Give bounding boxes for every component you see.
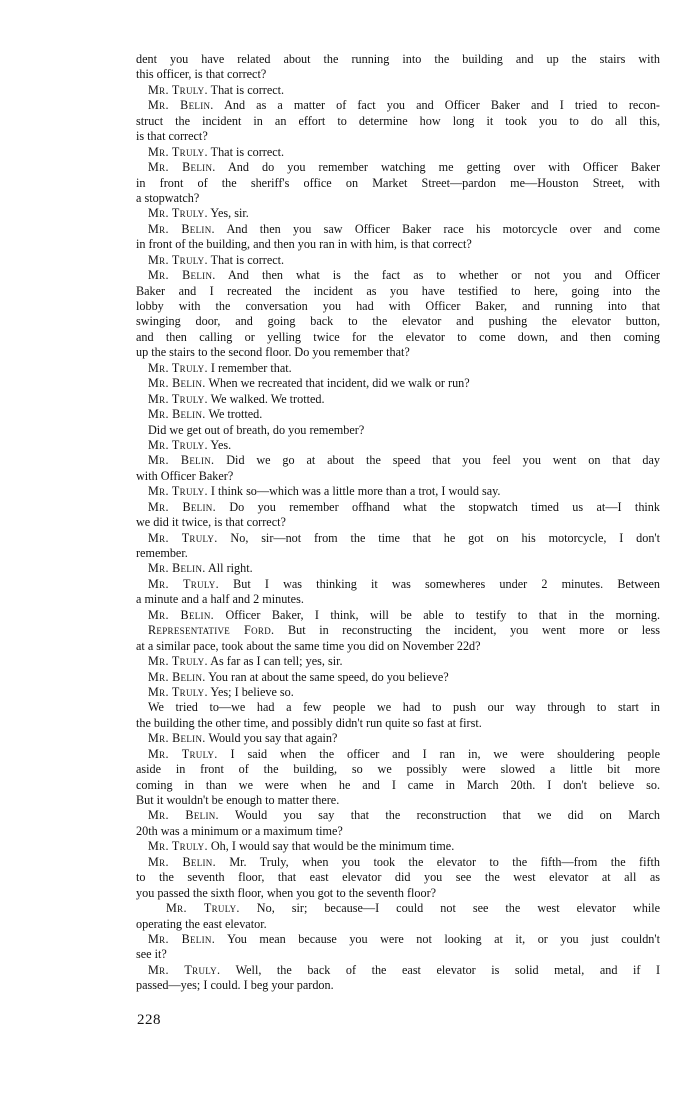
speaker-label: Mr. Belin. (148, 931, 216, 946)
line-text: Baker and I recreated the incident as you have testified to here, going into the (136, 283, 660, 298)
text-line (136, 592, 660, 607)
text-line (136, 299, 660, 314)
line-text: Yes, sir. (210, 206, 249, 221)
speaker-label: Mr. Belin. (148, 561, 206, 576)
text-line (136, 98, 660, 113)
text-line (136, 222, 660, 237)
speaker-label: Mr. Truly. (148, 391, 208, 406)
text-line (136, 253, 660, 268)
text-line (136, 407, 660, 422)
text-line (136, 870, 660, 885)
line-text: and then calling or yelling twice for the elevator to come down, and then coming (136, 329, 660, 344)
line-text: You ran at about the same speed, do you believe? (208, 669, 449, 684)
speaker-label: Mr. Truly. (148, 484, 208, 499)
line-text: is that correct? (136, 129, 208, 144)
line-text: We trotted. (208, 407, 263, 422)
line-text: I said when the officer and I ran in, we were shouldering people (230, 746, 660, 761)
line-text: But in reconstructing the incident, you went more or less (287, 623, 660, 638)
text-line (136, 268, 660, 283)
line-text: That is correct. (210, 144, 285, 159)
text-line (136, 453, 660, 468)
testimony-text (136, 52, 660, 994)
speaker-label: Mr. Truly. (148, 962, 221, 977)
text-line (136, 191, 660, 206)
speaker-label: Mr. Truly. (148, 746, 218, 761)
text-line (136, 824, 660, 839)
text-line (136, 361, 660, 376)
line-text: But it wouldn't be enough to matter there. (136, 793, 340, 807)
text-line (136, 947, 660, 962)
line-text: You mean because you were not looking at it, or you just couldn't (227, 931, 660, 946)
text-line (136, 67, 660, 82)
text-line (136, 793, 660, 808)
speaker-label: Mr. Truly. (148, 839, 208, 854)
line-text: Well, the back of the east elevator is solid metal, and if I (235, 962, 660, 977)
text-line (136, 608, 660, 623)
text-line (136, 330, 660, 345)
line-text: And then what is the fact as to whether or not you and Officer (227, 268, 660, 283)
text-line (136, 577, 660, 592)
text-line (136, 145, 660, 160)
line-text: No, sir; because—I could not see the west elevator while (256, 901, 660, 916)
line-text: And do you remember watching me getting over with Officer Baker (227, 160, 660, 175)
line-text: with Officer Baker? (136, 468, 234, 483)
line-text: struct the incident in an effort to determine how long it took you to do all this, (136, 113, 660, 128)
text-line (136, 52, 660, 67)
speaker-label: Mr. Belin. (148, 98, 214, 113)
text-line (136, 160, 660, 175)
speaker-label: Mr. Belin. (148, 669, 206, 684)
speaker-label: Mr. Truly. (148, 576, 219, 591)
line-text: a stopwatch? (136, 190, 200, 205)
text-line (136, 685, 660, 700)
speaker-label: Mr. Belin. (148, 808, 219, 823)
text-line (136, 778, 660, 793)
line-text: When we recreated that incident, did we walk or run? (208, 376, 470, 391)
text-line (136, 392, 660, 407)
line-text: we did it twice, is that correct? (136, 515, 286, 530)
line-text: We walked. We trotted. (210, 391, 325, 406)
speaker-label: Mr. Belin. (148, 731, 206, 746)
speaker-label: Mr. Belin. (148, 453, 215, 468)
line-text: in front of the sheriff's office on Market Street—pardon me—Houston Street, with (136, 175, 660, 190)
speaker-label: Representative Ford. (148, 623, 275, 638)
speaker-label: Mr. Truly. (148, 360, 208, 375)
text-line (136, 83, 660, 98)
line-text: Oh, I would say that would be the minimum time. (210, 839, 455, 854)
line-text: Would you say that again? (208, 731, 338, 746)
text-line (136, 808, 660, 823)
text-line (136, 515, 660, 530)
line-text: see it? (136, 947, 167, 962)
line-text: But I was thinking it was somewheres under 2 minutes. Between (233, 576, 660, 591)
text-line (136, 129, 660, 144)
line-text: That is correct. (210, 82, 285, 97)
speaker-label: Mr. Truly. (148, 206, 208, 221)
speaker-label: Mr. Belin. (148, 221, 215, 236)
line-text: I remember that. (210, 360, 292, 375)
line-text: to the seventh floor, that east elevator did you see the west elevator at all as (136, 870, 660, 885)
speaker-label: Mr. Belin. (148, 160, 216, 175)
speaker-label: Mr. Belin. (148, 407, 206, 422)
text-line (136, 978, 660, 993)
text-line (136, 423, 660, 438)
line-text: coming in than we were when he and I came in March 20th. I don't believe so. (136, 777, 660, 792)
line-text: And as a matter of fact you and Officer Baker and I tried to recon- (224, 98, 660, 113)
line-text: you passed the sixth floor, when you got to the seventh floor? (136, 885, 437, 900)
line-text: I think so—which was a little more than a trot, I would say. (210, 484, 501, 499)
text-line (136, 114, 660, 129)
line-text: this officer, is that correct? (136, 67, 267, 82)
line-text: a minute and a half and 2 minutes. (136, 592, 304, 607)
text-line (136, 963, 660, 978)
line-text: at a similar pace, took about the same time you did on November 22d? (136, 638, 481, 653)
speaker-label: Mr. Truly. (148, 654, 208, 669)
text-line (136, 237, 660, 252)
line-text: As far as I can tell; yes, sir. (210, 654, 343, 669)
line-text: Do you remember offhand what the stopwatch timed us at—I think (229, 499, 660, 514)
line-text: Mr. Truly, when you took the elevator to the fifth—from the fifth (229, 854, 660, 869)
text-line (136, 469, 660, 484)
speaker-label: Mr. Belin. (148, 499, 216, 514)
line-text: No, sir—not from the time that he got on his motorcycle, I don't (230, 530, 660, 545)
speaker-label: Mr. Truly. (166, 901, 240, 916)
page-number: 228 (137, 1012, 161, 1028)
speaker-label: Mr. Truly. (148, 82, 208, 97)
text-line (136, 901, 660, 916)
text-line (136, 639, 660, 654)
line-text: operating the east elevator. (136, 916, 267, 931)
text-line (136, 747, 660, 762)
line-text: Yes; I believe so. (210, 684, 294, 699)
line-text: And then you saw Officer Baker race his motorcycle over and come (226, 221, 660, 236)
line-text: lobby with the conversation you had with Officer Baker, and running into that (136, 299, 660, 313)
text-line (136, 731, 660, 746)
speaker-label: Mr. Belin. (148, 376, 206, 391)
text-line (136, 855, 660, 870)
line-text: dent you have related about the running into the building and up the stairs with (136, 52, 660, 66)
text-line (136, 561, 660, 576)
speaker-label: Mr. Belin. (148, 607, 214, 622)
line-text: Did we get out of breath, do you remember? (148, 422, 365, 437)
text-line (136, 886, 660, 901)
text-line (136, 345, 660, 360)
speaker-label: Mr. Belin. (148, 854, 216, 869)
line-text: Would you say that the reconstruction that we did on March (235, 808, 660, 823)
text-line (136, 700, 660, 715)
speaker-label: Mr. Truly. (148, 144, 208, 159)
speaker-label: Mr. Truly. (148, 252, 208, 267)
line-text: aside in front of the building, so we possibly were slowed a little bit more (136, 762, 660, 777)
line-text: All right. (207, 561, 253, 576)
line-text: 20th was a minimum or a maximum time? (136, 823, 343, 838)
line-text: swinging door, and going back to the elevator and pushing the elevator button, (136, 314, 660, 329)
text-line (136, 531, 660, 546)
speaker-label: Mr. Belin. (148, 268, 216, 283)
text-line (136, 484, 660, 499)
line-text: Officer Baker, I think, will be able to testify to that in the morning. (225, 607, 660, 622)
line-text: passed—yes; I could. I beg your pardon. (136, 978, 334, 993)
text-line (136, 314, 660, 329)
text-line (136, 932, 660, 947)
text-line (136, 762, 660, 777)
line-text: remember. (136, 546, 188, 560)
speaker-label: Mr. Truly. (148, 530, 218, 545)
text-line (136, 176, 660, 191)
speaker-label: Mr. Truly. (148, 437, 208, 452)
text-line (136, 546, 660, 561)
speaker-label: Mr. Truly. (148, 684, 208, 699)
text-line (136, 438, 660, 453)
text-line (136, 376, 660, 391)
text-line (136, 500, 660, 515)
text-line (136, 716, 660, 731)
line-text: We tried to—we had a few people we had to push our way through to start in (148, 700, 660, 715)
line-text: Did we go at about the speed that you feel you went on that day (226, 453, 660, 468)
line-text: That is correct. (210, 252, 285, 267)
text-line (136, 284, 660, 299)
text-line (136, 917, 660, 932)
text-line (136, 206, 660, 221)
text-line (136, 654, 660, 669)
line-text: up the stairs to the second floor. Do you remember that? (136, 345, 410, 360)
text-line (136, 839, 660, 854)
text-line (136, 623, 660, 638)
line-text: Yes. (210, 437, 232, 452)
text-line (136, 670, 660, 685)
line-text: in front of the building, and then you ran in with him, is that correct? (136, 237, 472, 252)
line-text: the building the other time, and possibly didn't run quite so fast at first. (136, 715, 482, 730)
